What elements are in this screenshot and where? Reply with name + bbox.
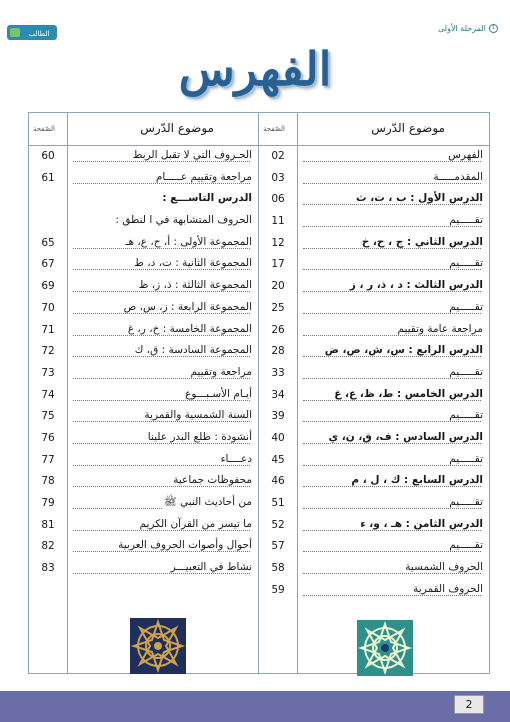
topic-header: موضوع الدّرس — [140, 121, 214, 135]
row-topic: تقـــــيم — [449, 452, 483, 465]
row-page-number: 61 — [41, 171, 55, 184]
row-page-number: 70 — [41, 301, 55, 314]
index-row — [29, 385, 258, 407]
dot-leader — [73, 269, 250, 270]
row-page-number: 20 — [271, 280, 285, 293]
row-page-number: 51 — [271, 497, 285, 509]
row-page-number: 02 — [271, 150, 285, 162]
stage-badge: 1 — [489, 24, 498, 33]
row-topic: الحروف المتشابهة في ا لنطق : — [115, 214, 252, 227]
index-row — [259, 189, 489, 211]
row-page-number: 74 — [41, 388, 55, 401]
dot-leader — [73, 400, 250, 401]
row-page-number: 33 — [271, 366, 285, 379]
page-number: 2 — [454, 695, 484, 714]
dot-leader — [303, 443, 481, 444]
row-topic: الدرس السادس : ف، ق، ن، ي — [328, 430, 483, 443]
index-table — [28, 112, 490, 674]
row-topic: المجموعة الثانية : ت، د، ط — [134, 257, 252, 270]
row-topic: مراجعة عامة وتقييم — [397, 322, 483, 335]
row-topic: الدرس الثامن : هـ ، و، ء — [360, 517, 483, 530]
row-topic: تقـــــيم — [449, 539, 483, 552]
dot-leader — [303, 508, 481, 509]
dot-leader — [303, 291, 481, 292]
row-page-number: 71 — [41, 323, 55, 336]
row-topic: الحـروف التي لا تقبل الربط — [132, 149, 252, 161]
index-row — [259, 493, 489, 515]
index-row — [259, 363, 489, 385]
row-page-number: 76 — [41, 431, 55, 444]
row-page-number: 69 — [41, 280, 55, 293]
index-row — [29, 168, 258, 190]
dot-leader — [73, 356, 250, 357]
index-row — [259, 536, 489, 558]
index-row — [259, 211, 489, 233]
stage-label — [438, 24, 498, 33]
row-page-number: 26 — [271, 323, 285, 336]
right-column — [258, 113, 489, 673]
row-topic: تقـــــيم — [449, 496, 483, 508]
index-row — [259, 428, 489, 450]
page-title: الفهرس — [178, 42, 332, 96]
dot-leader — [73, 421, 250, 422]
row-page-number: 65 — [41, 236, 55, 249]
row-page-number: 58 — [271, 562, 285, 575]
left-column-header — [29, 113, 258, 146]
row-page-number: 45 — [271, 453, 285, 466]
dot-leader — [303, 313, 481, 314]
dot-leader — [73, 335, 250, 336]
row-page-number: 11 — [271, 215, 285, 228]
row-topic: أحوال وأصوات الحروف العربية — [118, 539, 252, 552]
row-page-number: 79 — [41, 497, 55, 509]
row-topic: المجموعة السادسة : ق، ك — [134, 344, 252, 357]
dot-leader — [303, 530, 481, 531]
row-topic: الحروف القمرية — [413, 582, 483, 595]
index-row — [29, 450, 258, 472]
row-page-number: 75 — [41, 410, 55, 423]
footer-bar — [0, 691, 510, 722]
dot-leader — [303, 400, 481, 401]
row-page-number: 78 — [41, 475, 55, 488]
dot-leader — [73, 183, 250, 184]
row-page-number: 40 — [271, 431, 285, 444]
dot-leader — [303, 551, 481, 552]
row-topic: تقـــــيم — [449, 365, 483, 378]
index-row — [29, 558, 258, 580]
index-row — [29, 298, 258, 320]
row-topic: تقـــــيم — [449, 214, 483, 227]
row-page-number: 25 — [271, 301, 285, 314]
row-topic: الدرس الخامس : ط، ظ، ع، غ — [334, 387, 483, 400]
row-topic: مراجعة وتقييم — [190, 365, 252, 378]
dot-leader — [73, 551, 250, 552]
index-row — [259, 450, 489, 472]
index-row — [259, 146, 489, 168]
row-topic: أنشودة : طلع البدر علينا — [147, 430, 252, 443]
index-row — [29, 471, 258, 493]
dot-leader — [73, 486, 250, 487]
index-row — [29, 536, 258, 558]
row-topic: المجموعة الأولى : أ، ح، ع، هـ — [125, 235, 252, 248]
index-row — [29, 493, 258, 515]
dot-leader — [73, 443, 250, 444]
index-row — [259, 406, 489, 428]
row-topic: مراجعة وتقييم عـــــام — [155, 170, 252, 183]
index-row — [29, 515, 258, 537]
dot-leader — [303, 356, 481, 357]
row-topic: الدرس الثالث : د ، ذ، ر ، ز — [349, 279, 483, 292]
left-rows — [29, 146, 258, 580]
page-header: الصّفحة — [263, 125, 285, 133]
dot-leader — [73, 313, 250, 314]
index-row — [29, 146, 258, 168]
dot-leader — [73, 291, 250, 292]
dot-leader — [303, 421, 481, 422]
row-topic: الدرس السابع : ك ، ل ، م — [351, 474, 483, 487]
row-topic: السنة الشمسية والقمرية — [144, 409, 252, 422]
index-row — [29, 211, 258, 233]
dot-leader — [303, 335, 481, 336]
row-topic: ما تيسر من القرآن الكريم — [139, 517, 252, 530]
index-row — [259, 254, 489, 276]
stage-text: المرحلة الأولى — [438, 24, 486, 33]
row-topic: تقـــــيم — [449, 409, 483, 422]
row-page-number: 72 — [41, 345, 55, 358]
row-page-number: 12 — [271, 236, 285, 249]
dot-leader — [303, 161, 481, 162]
index-row — [29, 276, 258, 298]
index-row — [29, 189, 258, 211]
row-topic: المجموعة الثالثة : ذ، ز، ظ — [138, 279, 252, 292]
right-rows — [259, 146, 489, 601]
row-page-number: 59 — [271, 583, 285, 596]
index-row — [29, 320, 258, 342]
index-row — [29, 233, 258, 255]
dot-leader — [303, 595, 481, 596]
topic-header: موضوع الدّرس — [371, 121, 445, 135]
logo-icon — [6, 22, 58, 42]
index-row — [29, 406, 258, 428]
row-page-number: 03 — [271, 171, 285, 184]
dot-leader — [303, 573, 481, 574]
dot-leader — [73, 378, 250, 379]
row-topic: أيـام الأسـبـــوع — [185, 387, 252, 400]
dot-leader — [303, 465, 481, 466]
dot-leader — [303, 486, 481, 487]
row-topic: من أحاديث النبي ﷺ — [162, 496, 252, 511]
row-topic: دعــــاء — [220, 452, 252, 465]
index-row — [259, 580, 489, 602]
row-page-number: 39 — [271, 410, 285, 423]
dot-leader — [303, 378, 481, 379]
index-row — [29, 341, 258, 363]
row-topic: الدرس الثاني : ج ، ح، خ — [361, 235, 483, 248]
row-topic: محفوظات جماعية — [173, 474, 252, 487]
row-page-number: 46 — [271, 475, 285, 488]
row-page-number: 77 — [41, 453, 55, 466]
row-page-number: 83 — [41, 562, 55, 575]
row-page-number: 52 — [271, 518, 285, 531]
dot-leader — [303, 248, 481, 249]
row-page-number: 17 — [271, 258, 285, 271]
index-row — [29, 428, 258, 450]
row-topic: الدرس الأول : ب ، ت، ث — [356, 192, 483, 205]
index-row — [259, 515, 489, 537]
index-row — [29, 254, 258, 276]
dot-leader — [73, 161, 250, 162]
arabesque-ornament-icon — [357, 620, 413, 676]
dot-leader — [303, 204, 481, 205]
index-row — [29, 363, 258, 385]
page-header: الصّفحة — [33, 125, 55, 133]
index-row — [259, 233, 489, 255]
dot-leader — [303, 226, 481, 227]
index-row — [259, 298, 489, 320]
index-row — [259, 471, 489, 493]
logo-text: الطالب — [28, 30, 50, 38]
index-row — [259, 385, 489, 407]
row-page-number: 06 — [271, 193, 285, 206]
row-topic: المجموعة الخامسة : خ، ر، غ — [127, 322, 252, 335]
row-page-number: 60 — [41, 150, 55, 162]
dot-leader — [73, 573, 250, 574]
dot-leader — [303, 269, 481, 270]
row-topic: المقدمـــــة — [433, 170, 483, 183]
row-page-number: 57 — [271, 540, 285, 553]
index-row — [259, 276, 489, 298]
row-topic: تقـــــيم — [449, 257, 483, 270]
dot-leader — [73, 248, 250, 249]
row-page-number: 34 — [271, 388, 285, 401]
row-topic: الفهرس — [448, 149, 483, 161]
dot-leader — [73, 465, 250, 466]
row-page-number: 82 — [41, 540, 55, 553]
row-page-number: 67 — [41, 258, 55, 271]
left-column — [29, 113, 258, 673]
dot-leader — [303, 183, 481, 184]
index-row — [259, 320, 489, 342]
row-topic: المجموعة الرابعة : ز، س، ص — [123, 300, 252, 313]
index-row — [259, 558, 489, 580]
row-page-number: 28 — [271, 345, 285, 358]
row-topic: الدرس الرابع : س، ش، ص، ض — [324, 344, 483, 357]
row-page-number: 73 — [41, 366, 55, 379]
row-topic: نشاط في التعبيـــر — [170, 561, 252, 574]
arabesque-ornament-icon — [130, 618, 186, 674]
row-topic: الدرس التاســـع : — [162, 192, 252, 205]
right-column-header — [259, 113, 489, 146]
row-page-number: 81 — [41, 518, 55, 531]
dot-leader — [73, 530, 250, 531]
row-topic: الحروف الشمسية — [405, 561, 483, 574]
index-row — [259, 341, 489, 363]
index-row — [259, 168, 489, 190]
row-topic: تقـــــيم — [449, 300, 483, 313]
